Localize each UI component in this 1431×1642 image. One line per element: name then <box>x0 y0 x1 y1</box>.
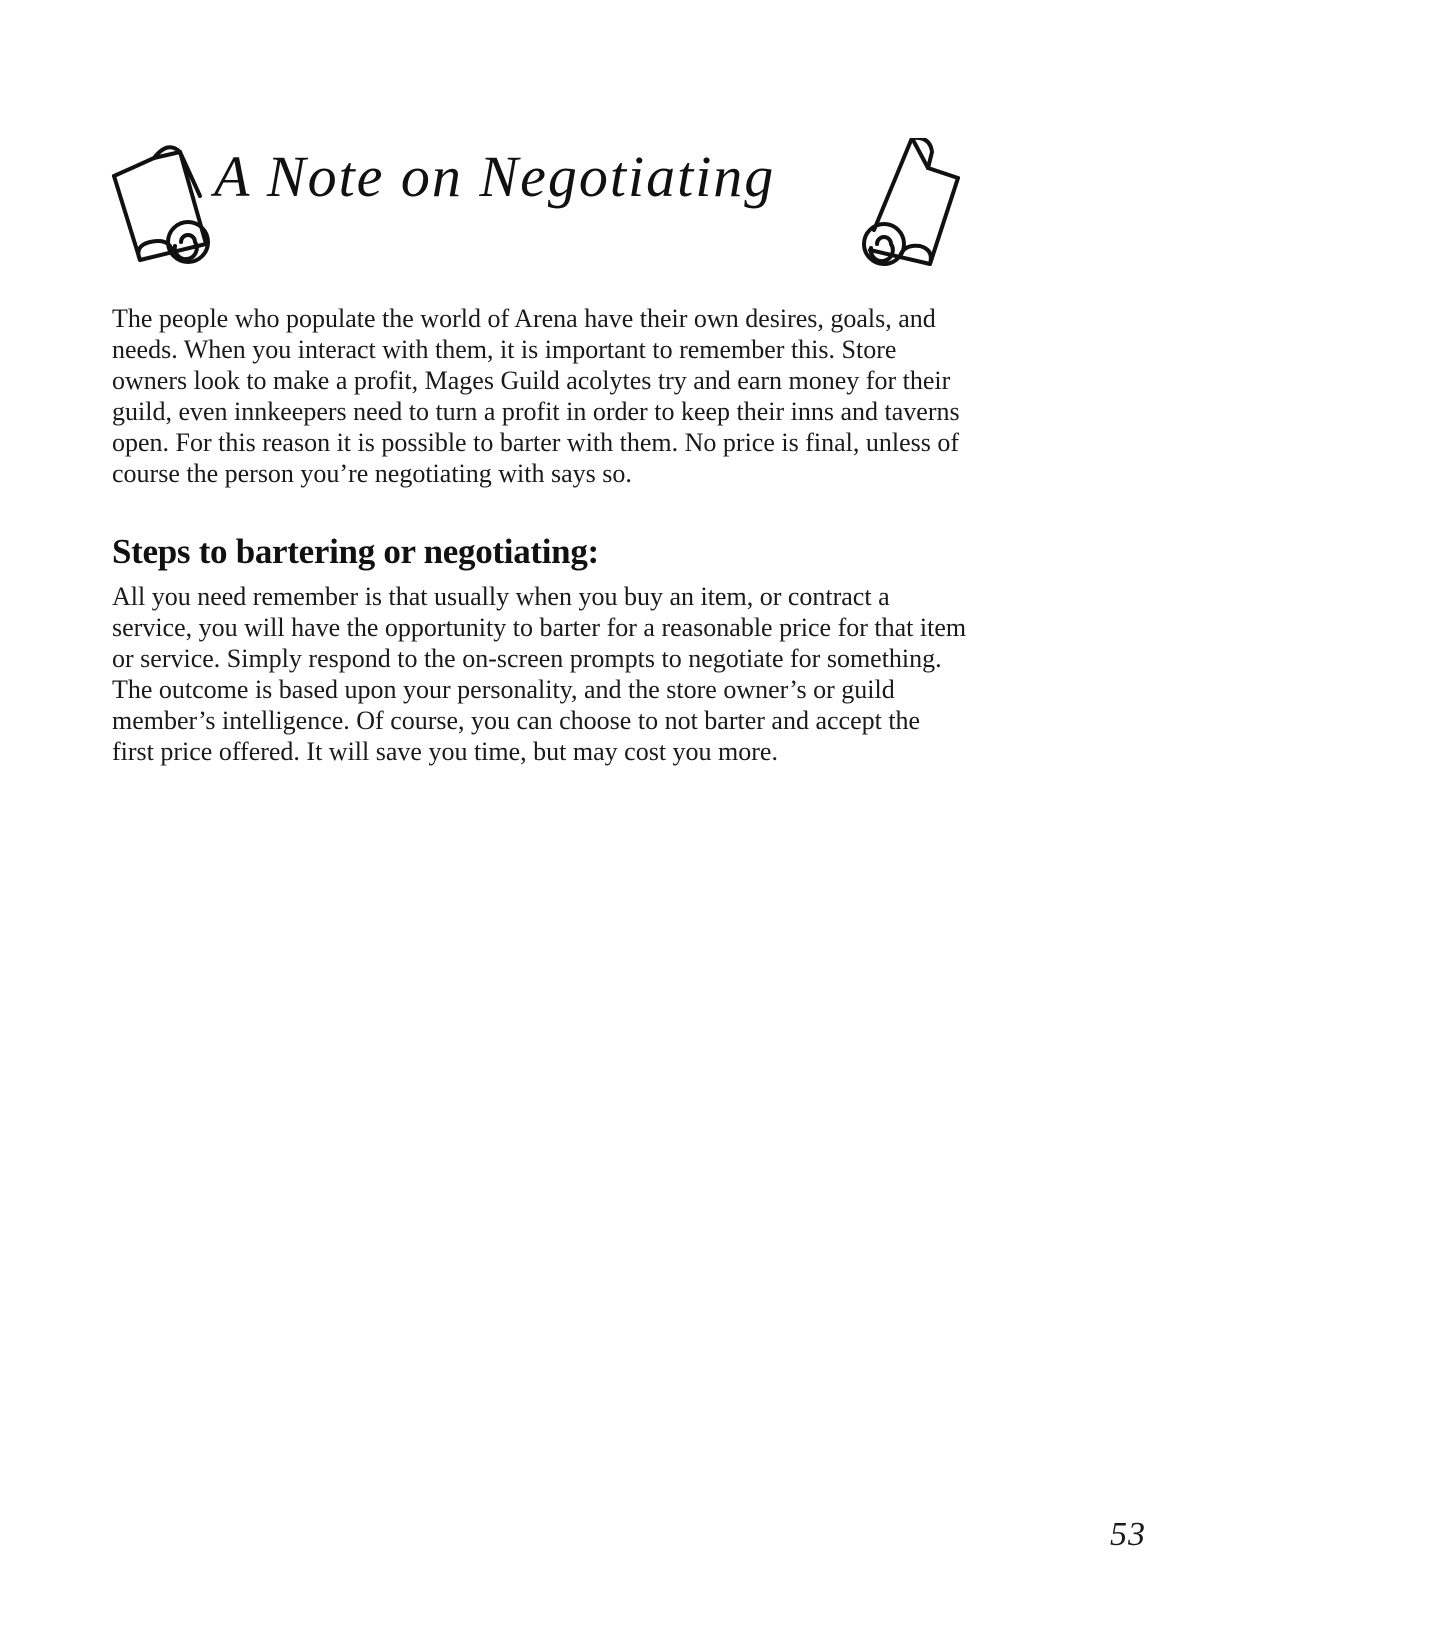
steps-paragraph: All you need remember is that usually when you buy an item, or contract a service, you will have the opportunity to barter for a reasonable price for that item or service. Simply respond to the on-screen prompts to negotiate for something. The outcome is based upon your personality, and the store owner’s or guild member’s intelligence. Of course, you can choose to not barter and accept the first price offered. It will save you time, but may cost you more. <box>112 582 967 766</box>
section-heading: Steps to bartering or negotiating: <box>112 532 599 571</box>
chapter-heading <box>110 138 960 278</box>
intro-paragraph: The people who populate the world of Arena have their own desires, goals, and needs. When you interact with them, it is important to remember this. Store owners look to make a profit, Mages Guild acolytes try and earn money for their guild, even innkeepers need to turn a profit in order to keep their inns and taverns open. For this reason it is possible to barter with them. No price is final, unless of course the person you’re negotiating with says so. <box>112 304 960 488</box>
scroll-icon <box>850 138 962 274</box>
page-number: 53 <box>1110 1516 1146 1553</box>
chapter-title: A Note on Negotiating <box>214 144 776 209</box>
scroll-icon <box>110 138 222 274</box>
